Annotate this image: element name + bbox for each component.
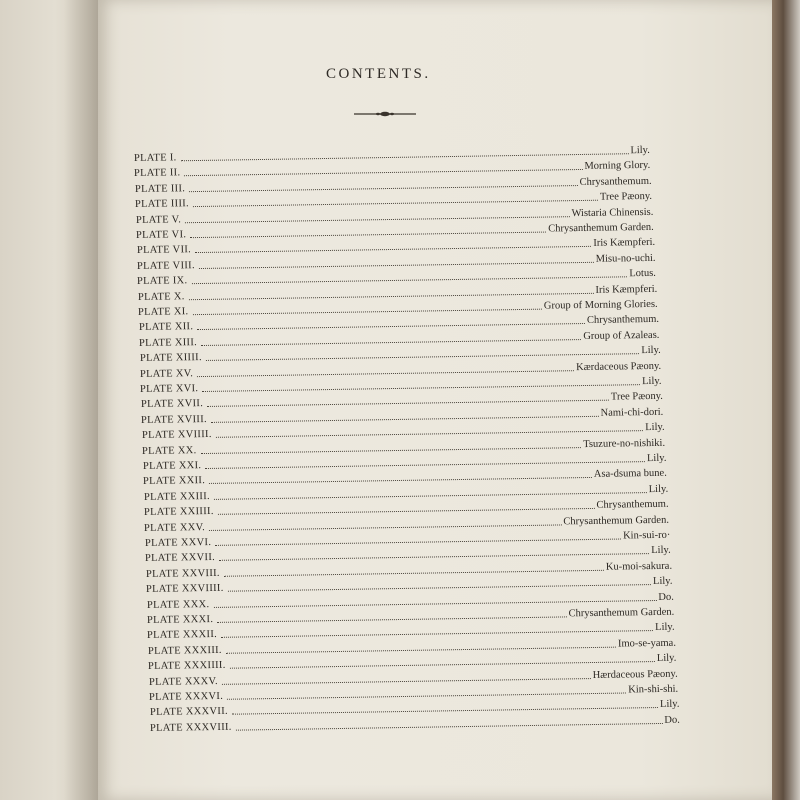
plate-number: PLATE XXV.	[144, 521, 206, 534]
plate-number: PLATE XXII.	[142, 475, 206, 488]
plate-number: PLATE VII.	[136, 244, 191, 257]
plate-number: PLATE XXXI.	[146, 613, 214, 626]
plate-number: PLATE XXIIII.	[143, 506, 214, 519]
plate-number: PLATE XX.	[142, 444, 197, 457]
plate-number: PLATE XXVII.	[145, 552, 216, 565]
plate-number: PLATE XXXV.	[148, 675, 218, 688]
plate-title: Tree Pæony.	[600, 191, 653, 203]
plate-number: PLATE XXXII.	[147, 629, 218, 642]
plate-title: Lily.	[646, 452, 667, 465]
plate-title: Lily.	[644, 421, 665, 434]
plate-title: Hærdaceous Pæony.	[592, 668, 678, 681]
plate-title: Lily.	[657, 652, 677, 665]
plate-title: Group of Azaleas.	[583, 329, 660, 342]
plate-title: Kin-sui-ro·	[622, 529, 671, 542]
plate-title: Nami-chi-dori.	[600, 406, 664, 419]
plate-number: PLATE III.	[134, 183, 186, 195]
plate-number: PLATE IX.	[137, 275, 188, 288]
plate-title: Lily.	[655, 622, 676, 634]
plate-number: PLATE II.	[134, 167, 181, 180]
plate-number: PLATE XIII.	[139, 336, 198, 349]
plate-number: PLATE XXX.	[146, 598, 210, 611]
plate-title: Tsuzure-no-nishiki.	[583, 437, 666, 450]
plate-title: Chrysanthemum.	[586, 314, 659, 327]
plate-number: PLATE XXXIII.	[147, 644, 222, 657]
plate-title: Group of Morning Glories.	[544, 298, 659, 312]
plate-title: Kærdaceous Pæony.	[576, 360, 662, 373]
plate-title: Kin-shi-shi.	[628, 683, 679, 696]
plate-number: PLATE XVIII.	[141, 413, 208, 426]
plate-title: Tree Pæony.	[610, 391, 663, 404]
plate-title: Asa-dsuma bune.	[593, 468, 667, 481]
plate-title: Misu-no-uchi.	[595, 252, 656, 265]
plate-number: PLATE XXVIIII.	[145, 582, 224, 596]
plate-number: PLATE IIII.	[135, 198, 190, 211]
plate-number: PLATE XVII.	[140, 398, 204, 411]
plate-number: PLATE XV.	[139, 367, 194, 380]
plate-title: Lily.	[642, 375, 663, 388]
plate-number: PLATE XXI.	[142, 460, 202, 472]
plate-title: Chrysanthemum Garden.	[563, 514, 670, 528]
plate-number: PLATE VIII.	[136, 259, 195, 272]
plate-title: Do.	[657, 591, 674, 603]
plate-title: Chrysanthemum.	[579, 175, 652, 188]
plate-title: Chrysanthemum Garden.	[568, 606, 675, 620]
plate-number: PLATE XII.	[138, 321, 194, 334]
plate-title: Lily.	[659, 699, 680, 711]
plate-title: Chrysanthemum.	[596, 498, 669, 512]
plate-title: Chrysanthemum Garden.	[548, 221, 654, 235]
plate-number: PLATE XVIIII.	[141, 429, 212, 442]
plate-title: Lily.	[648, 483, 668, 495]
plate-title: Iris Kæmpferi.	[592, 237, 655, 250]
plate-number: PLATE XXIII.	[143, 490, 210, 503]
plate-title: Lily.	[652, 575, 673, 588]
plate-number: PLATE XVI.	[140, 383, 199, 395]
plate-title: Ku-moi-sakura.	[605, 560, 672, 573]
plate-number: PLATE XXVI.	[144, 536, 212, 549]
plate-number: PLATE I.	[133, 152, 177, 164]
plate-title: Imo-se-yama.	[617, 637, 676, 650]
plate-number: PLATE XI.	[138, 306, 189, 318]
plate-number: PLATE XXXVI.	[148, 690, 224, 703]
plate-title: Morning Glory.	[584, 160, 651, 173]
plate-number: PLATE XXXIIII.	[148, 659, 226, 673]
plate-number: PLATE V.	[135, 213, 181, 226]
plate-number: PLATE XXXVIII.	[149, 721, 232, 734]
plate-title: Wistaria Chinensis.	[571, 206, 654, 219]
page-title: CONTENTS.	[326, 66, 431, 82]
plate-number: PLATE X.	[137, 290, 185, 303]
plate-number: PLATE VI.	[135, 229, 187, 241]
plate-title: Iris Kæmpferi.	[595, 283, 658, 296]
plate-number: PLATE XXVIII.	[145, 567, 220, 580]
plate-title: Lotus.	[629, 268, 657, 280]
plate-title: Lily.	[640, 345, 661, 357]
plate-title: Do.	[664, 714, 680, 726]
plate-number: PLATE XIIII.	[139, 352, 202, 365]
plate-title: Lily.	[651, 545, 671, 557]
plate-number: PLATE XXXVII.	[149, 706, 228, 719]
dot-leader	[236, 722, 663, 731]
plate-title: Lily.	[630, 144, 650, 157]
